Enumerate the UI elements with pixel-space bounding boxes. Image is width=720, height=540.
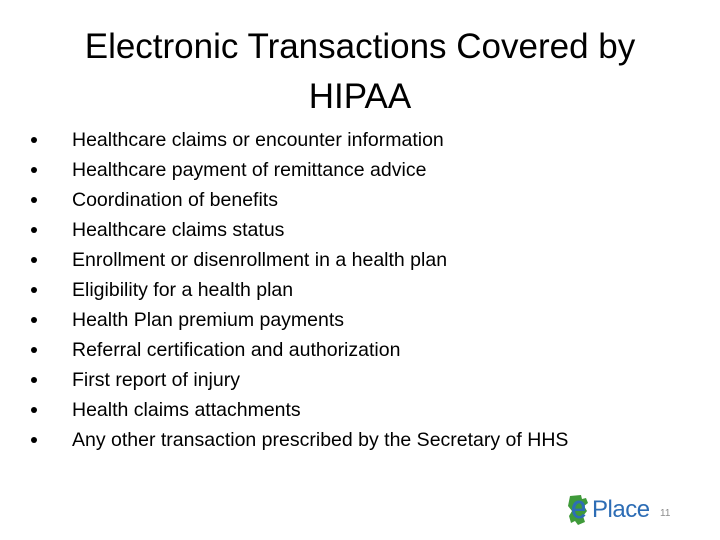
bullet-text: Enrollment or disenrollment in a health plan bbox=[72, 249, 448, 271]
bullet-text: Healthcare claims or encounter information bbox=[72, 129, 444, 151]
bullet-dot-icon bbox=[31, 287, 37, 293]
bullet-text: First report of injury bbox=[72, 369, 240, 391]
bullet-text: Any other transaction prescribed by the Secretary of HHS bbox=[72, 429, 569, 451]
bullet-text: Eligibility for a health plan bbox=[72, 279, 294, 301]
bullet-text: Healthcare claims status bbox=[72, 219, 285, 241]
eplace-logo-icon bbox=[566, 494, 594, 526]
bullet-item bbox=[28, 125, 688, 155]
page-number: 11 bbox=[660, 508, 671, 519]
bullet-item bbox=[28, 215, 688, 245]
bullet-item bbox=[28, 425, 688, 455]
bullet-dot-icon bbox=[31, 137, 37, 143]
slide-title-line-1: Electronic Transactions Covered by bbox=[84, 27, 636, 66]
bullet-text: Healthcare payment of remittance advice bbox=[72, 159, 427, 181]
slide-title-line-2: HIPAA bbox=[308, 77, 412, 116]
bullet-item bbox=[28, 365, 688, 395]
bullet-item bbox=[28, 305, 688, 335]
bullet-item bbox=[28, 395, 688, 425]
slide-title bbox=[40, 22, 680, 122]
bullet-dot-icon bbox=[31, 257, 37, 263]
bullet-dot-icon bbox=[31, 437, 37, 443]
bullet-item bbox=[28, 185, 688, 215]
bullet-text: Health Plan premium payments bbox=[72, 309, 345, 331]
bullet-dot-icon bbox=[31, 227, 37, 233]
bullet-text: Referral certification and authorization bbox=[72, 339, 401, 361]
eplace-logo bbox=[566, 493, 650, 527]
bullet-item bbox=[28, 245, 688, 275]
bullet-dot-icon bbox=[31, 347, 37, 353]
bullet-dot-icon bbox=[31, 167, 37, 173]
eplace-logo-text: Place bbox=[592, 496, 650, 523]
bullet-item bbox=[28, 335, 688, 365]
bullet-dot-icon bbox=[31, 407, 37, 413]
bullet-text: Health claims attachments bbox=[72, 399, 301, 421]
bullet-list bbox=[28, 125, 688, 455]
bullet-text: Coordination of benefits bbox=[72, 189, 278, 211]
bullet-dot-icon bbox=[31, 317, 37, 323]
bullet-item bbox=[28, 155, 688, 185]
bullet-dot-icon bbox=[31, 197, 37, 203]
bullet-item bbox=[28, 275, 688, 305]
bullet-dot-icon bbox=[31, 377, 37, 383]
